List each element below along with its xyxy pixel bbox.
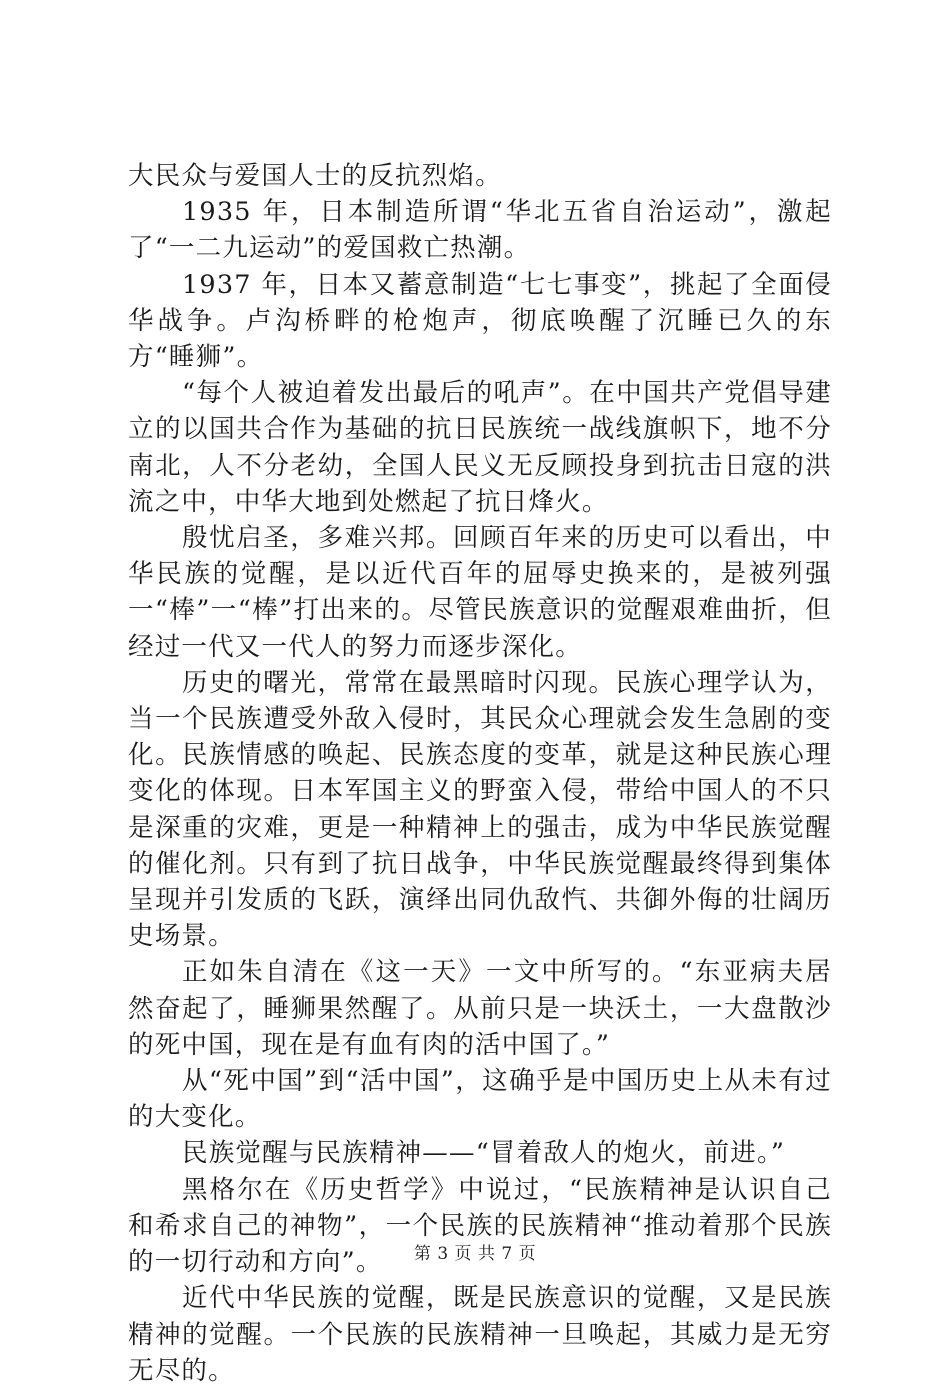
paragraph: 历史的曙光，常常在最黑暗时闪现。民族心理学认为，当一个民族遭受外敌入侵时，其民众心理就会发生急剧的变化。民族情感的唤起、民族态度的变革，就是这种民族心理变化的体现。日本军国主义的野蛮入侵，带给中国人的不只是深重的灾难，更是一种精神上的强击，成为中华民族觉醒的催化剂。只有到了抗日战争，中华民族觉醒最终得到集体呈现并引发质的飞跃，演绎出同仇敌忾、共御外侮的壮阔历史场景。 [128, 667, 832, 952]
page-number: 第 3 页 共 7 页 [413, 1244, 537, 1264]
paragraph: 1935 年，日本制造所谓“华北五省自治运动”，激起了“一二九运动”的爱国救亡热潮。 [128, 197, 832, 264]
paragraph: 近代中华民族的觉醒，既是民族意识的觉醒，又是民族精神的觉醒。一个民族的民族精神一旦唤起，其威力是无穷无尽的。 [128, 1283, 832, 1386]
paragraph: 从“死中国”到“活中国”，这确乎是中国历史上从未有过的大变化。 [128, 1066, 832, 1133]
paragraph: “每个人被迫着发出最后的吼声”。在中国共产党倡导建立的以国共合作为基础的抗日民族统一战线旗帜下，地不分南北，人不分老幼，全国人民义无反顾投身到抗击日寇的洪流之中，中华大地到处燃起了抗日烽火。 [128, 378, 832, 517]
paragraph: 1937 年，日本又蓄意制造“七七事变”，挑起了全面侵华战争。卢沟桥畔的枪炮声，彻底唤醒了沉睡已久的东方“睡狮”。 [128, 269, 832, 373]
paragraph: 大民众与爱国人士的反抗烈焰。 [128, 161, 502, 191]
document-body [128, 158, 832, 1389]
paragraph: 黑格尔在《历史哲学》中说过，“民族精神是认识自己和希求自己的神物”，一个民族的民族精神“推动着那个民族的一切行动和方向”。 [128, 1174, 832, 1278]
section-heading: 民族觉醒与民族精神——“冒着敌人的炮火，前进。” [182, 1138, 786, 1169]
paragraph: 正如朱自清在《这一天》一文中所写的。“东亚病夫居然奋起了，睡狮果然醒了。从前只是一块沃土，一大盘散沙的死中国，现在是有血有肉的活中国了。” [128, 957, 832, 1060]
paragraph: 殷忧启圣，多难兴邦。回顾百年来的历史可以看出，中华民族的觉醒，是以近代百年的屈辱史换来的，是被列强一“棒”一“棒”打出来的。尽管民族意识的觉醒艰难曲折，但经过一代又一代人的努力而逐步深化。 [128, 523, 832, 662]
